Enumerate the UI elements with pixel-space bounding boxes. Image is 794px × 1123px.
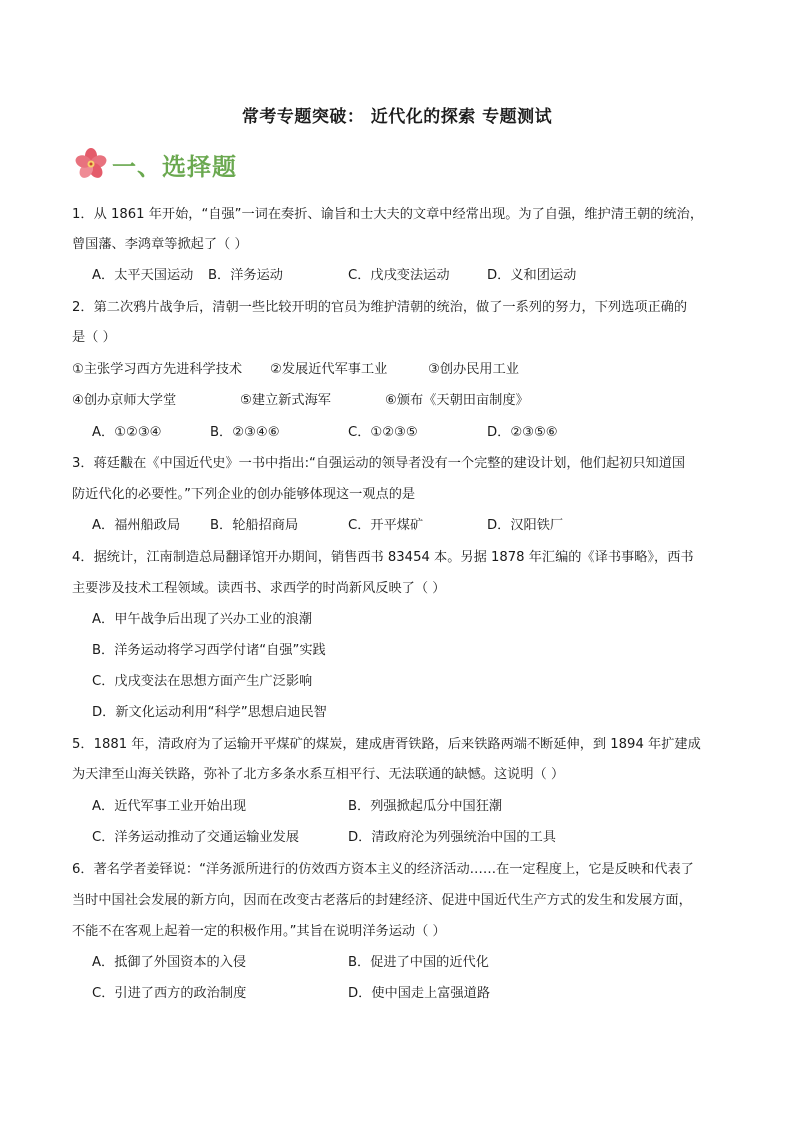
q2-item-1: ①主张学习西方先进科学技术 [72,362,243,377]
q6-stem-line2: 当时中国社会发展的新方向，因而在改变古老落后的封建经济、促进中国近代生产方式的发生和发展方面， [72,893,692,908]
q4-option-b: B．洋务运动将学习西学付诸“自强”实践 [92,643,326,658]
q1-option-a: A．太平天国运动 [92,268,194,283]
q6-option-d: D．使中国走上富强道路 [348,986,491,1001]
q4-stem-line1: 4．据统计，江南制造总局翻译馆开办期间，销售西书 83454 本。另据 1878 年汇编的《译书事略》，西书 [72,550,694,565]
q6-stem-line3: 不能不在客观上起着一定的积极作用。”其旨在说明洋务运动（ ） [72,924,446,939]
q6-option-a: A．抵御了外国资本的入侵 [92,955,247,970]
q5-option-c: C．洋务运动推动了交通运输业发展 [92,830,300,845]
q2-option-a: A．①②③④ [92,425,162,440]
q4-option-d: D．新文化运动利用“科学”思想启迪民智 [92,705,327,720]
q3-stem-line2: 防近代化的必要性。”下列企业的创办能够体现这一观点的是 [72,487,416,502]
q1-option-d: D．义和团运动 [487,268,577,283]
q2-option-b: B．②③④⑥ [210,425,280,440]
q2-stem-line2: 是（ ） [72,330,116,345]
q6-stem-line1: 6．著名学者姜铎说：“洋务派所进行的仿效西方资本主义的经济活动……在一定程度上，它是反映和代表了 [72,862,694,877]
q1-stem-line1: 1．从 1861 年开始，“自强”一词在奏折、谕旨和士大夫的文章中经常出现。为了自强，维护清王朝的统治， [72,207,704,222]
q6-option-b: B．促进了中国的近代化 [348,955,489,970]
q5-option-d: D．清政府沦为列强统治中国的工具 [348,830,556,845]
section-heading [74,146,237,182]
page-title: 常考专题突破： 近代化的探索 专题测试 [241,107,553,127]
q2-item-2: ②发展近代军事工业 [270,362,388,377]
flower-icon [74,147,108,181]
q3-stem-line1: 3．蒋廷黻在《中国近代史》一书中指出:“自强运动的领导者没有一个完整的建设计划，他们起初只知道国 [72,456,686,471]
q2-option-c: C．①②③⑤ [348,425,418,440]
q5-stem-line2: 为天津至山海关铁路，弥补了北方多条水系互相平行、无法联通的缺憾。这说明（ ） [72,767,565,782]
q4-option-c: C．戊戌变法在思想方面产生广泛影响 [92,674,313,689]
q2-item-4: ④创办京师大学堂 [72,393,177,408]
q3-option-b: B．轮船招商局 [210,518,299,533]
q2-item-3: ③创办民用工业 [428,362,519,377]
q2-item-6: ⑥颁布《天朝田亩制度》 [385,393,529,408]
q3-option-c: C．开平煤矿 [348,518,424,533]
q2-option-d: D．②③⑤⑥ [487,425,558,440]
q2-stem-line1: 2．第二次鸦片战争后，清朝一些比较开明的官员为维护清朝的统治，做了一系列的努力，下列选项正确的 [72,300,688,315]
q5-stem-line1: 5．1881 年，清政府为了运输开平煤矿的煤炭，建成唐胥铁路，后来铁路两端不断延伸，到 1894 年扩建成 [72,737,701,752]
q2-item-5: ⑤建立新式海军 [240,393,331,408]
q1-stem-line2: 曾国藩、李鸿章等掀起了（ ） [72,237,248,252]
q5-option-b: B．列强掀起瓜分中国狂潮 [348,799,503,814]
q1-option-c: C．戊戌变法运动 [348,268,450,283]
q4-option-a: A．甲午战争后出现了兴办工业的浪潮 [92,612,313,627]
q6-option-c: C．引进了西方的政治制度 [92,986,247,1001]
q5-option-a: A．近代军事工业开始出现 [92,799,247,814]
section-heading-text: 一、选择题 [112,152,237,181]
q1-option-b: B．洋务运动 [208,268,283,283]
q3-option-d: D．汉阳铁厂 [487,518,564,533]
q3-option-a: A．福州船政局 [92,518,181,533]
q4-stem-line2: 主要涉及技术工程领域。读西书、求西学的时尚新风反映了（ ） [72,581,446,596]
